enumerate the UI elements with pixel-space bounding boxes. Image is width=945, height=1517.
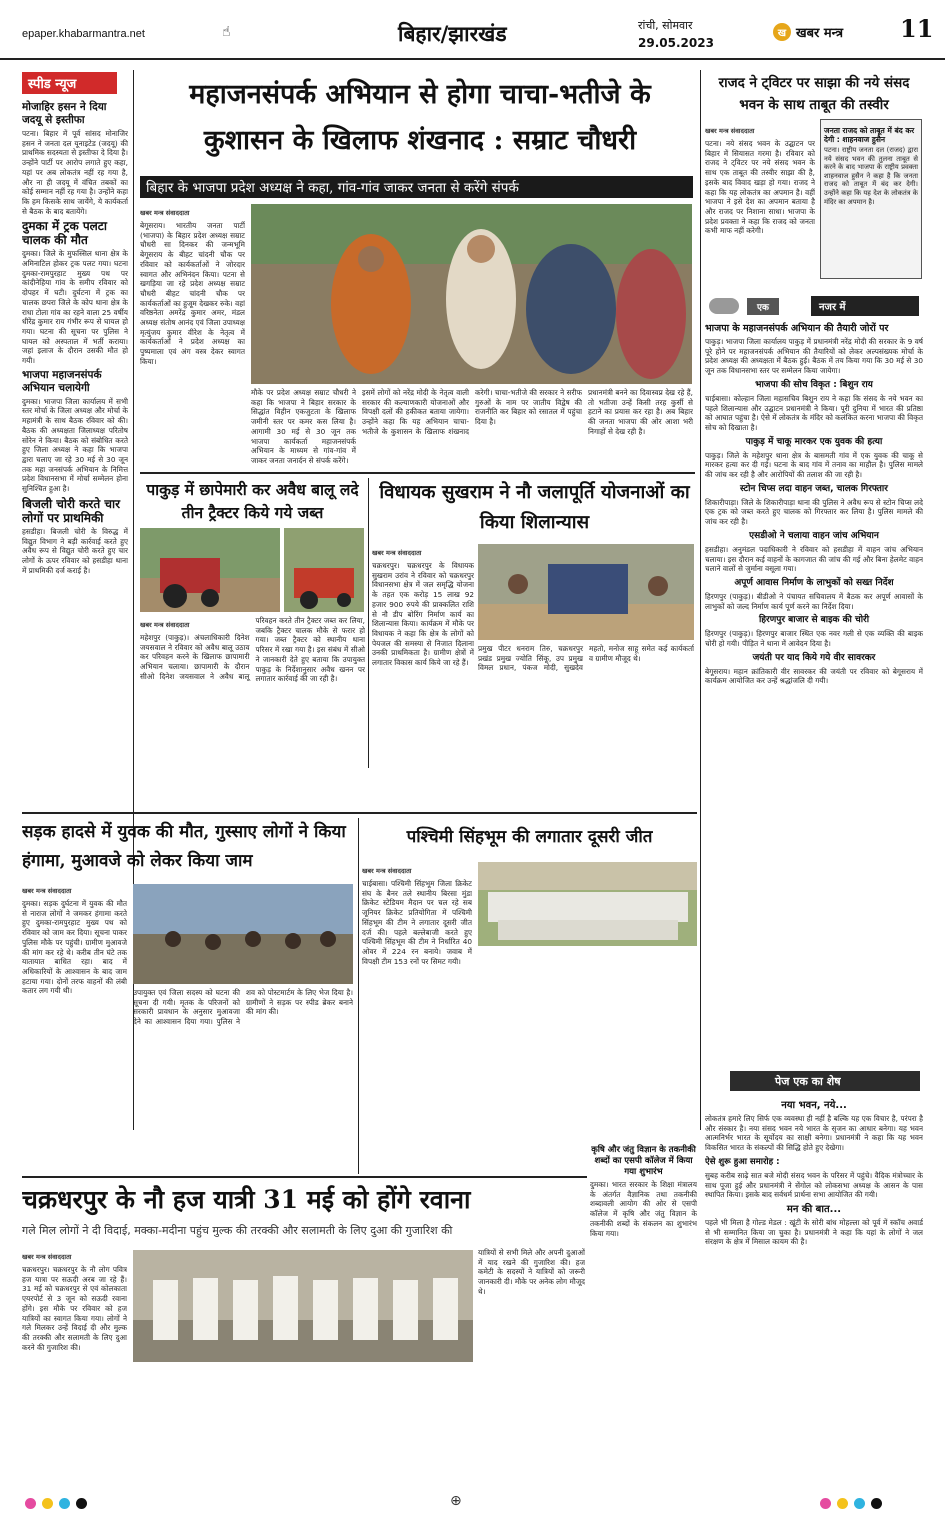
brief-text: चाईबासा। कोल्हान जिला महासचिव बिशुन राय ने कहा कि संसद के नये भवन का पहले शिलान्यास और उद्घाटन प्रधानमंत्री ने किया। पूरी दुनिया में भारत की प्रतिष्ठा को आघात पहुंचा है। ऐसे में लोकतंत्र के मंदिर को कलंकित करना भाजपा की विकृत सोच को दिखाता है। [705, 393, 923, 432]
page-number: 11 [900, 14, 934, 43]
lead-headline-line: महाजनसंपर्क अभियान से होगा चाचा-भतीजे के [189, 79, 651, 110]
article-text: महेशपुर (पाकुड़)। अंचलाधिकारी दिनेश जयसवाल ने रविवार को अवैध बालू उठाव कर परिवहन करने के खिलाफ छापामारी अभियान चलाया। छापामारी के दौरान सीओ दिनेश जयसवाल ने अवैध बालू परिवहन करते तीन ट्रैक्टर जब्त कर लिया, जबकि ट्रैक्टर चालक मौके से फरार हो गया। जब्त ट्रैक्टर को स्थानीय थाना परिसर में रखा गया है। इस संबंध में सीओ ने जानकारी देते हुए बताया कि उपायुक्त पाकुड़ के निर्देशानुसार अवैध खनन पर लगातार कार्रवाई की जा रही है। [140, 616, 365, 684]
speed-news-tag: स्पीड न्यूज [22, 72, 117, 94]
page-ek-shesh-tag: पेज एक का शेष [730, 1071, 920, 1091]
article-text: दुमका। सड़क दुर्घटना में युवक की मौत से नाराज लोगों ने जमकर हंगामा करते हुए दुमका-रामपुरहाट मुख्य पथ को रविवार को जाम कर दिया। सूचना पाकर पुलिस मौके पर पहुंची। ग्रामीण मुआवजे की मांग कर रहे थे। करीब तीन घंटे तक यातायात बाधित रहा। बाद में अधिकारियों के आश्वासन के बाद जाम हटाया गया। दोनों तरफ वाहनों की लंबी कतार लग गयी थी। [22, 899, 127, 996]
sukhram-photo [478, 544, 694, 640]
sub-headline: कृषि और जंतु विज्ञान के तकनीकी शब्दों का एसपी कॉलेज में किया गया शुभारंभ [591, 1145, 696, 1177]
byline: खबर मन्त्र संवाददाता [140, 621, 190, 629]
article-text: चाईबासा। पश्चिमी सिंहभूम जिला क्रिकेट संघ के बैनर तले स्थानीय बिरसा मुंडा क्रिकेट स्टेडियम मैदान पर चल रहे सब जूनियर क्रिकेट प्रतियोगिता में पश्चिमी सिंहभूम की टीम ने लगातार दूसरी जीत दर्ज की। पहले बल्लेबाजी करते हुए पश्चिमी सिंहभूम की टीम ने निर्धारित 40 ओवर में 224 रन बनाये। जवाब में विपक्षी टीम 153 रनों पर सिमट गयी। [362, 879, 472, 966]
speed-news-title: मोजाहिर हसन ने दिया जदयू से इस्तीफा [22, 101, 107, 126]
column-divider [368, 478, 369, 768]
brief-title: एसडीओ ने चलाया वाहन जांच अभियान [749, 530, 879, 541]
ek-tag: एक [747, 298, 779, 315]
speed-news-body: दुमका। जिले के मुफस्सिल थाना क्षेत्र के अमिनाटिल होकर ट्रक पलट गया। घटना दुमका-रामपुरहाट मुख्य पथ पर कांदीनेहिया गांव के समीप रविवार को दोपहर में घटी। दुर्घटना में ट्रक का चालक छपरा जिले के कोप थाना क्षेत्र के राधा टोला गांव का रहने वाला 25 वर्षीय धीरेंद्र कुमार राय गंभीर रूप से घायल हो गया। घटना की सूचना पर पुलिस ने घायल को अस्पताल में भर्ती कराया। जहां इलाज के दौरान उसकी मौत हो गयी। [22, 249, 128, 366]
brief-text: शिकारीपाड़ा। जिले के शिकारीपाड़ा थाना की पुलिस ने अवैध रूप से स्टोन चिप्स लदे एक ट्रक को जब्त करते हुए चालक को गिरफ्तार कर लिया है। पुलिस मामले की जांच कर रही है। [705, 497, 923, 527]
lead-col-1 [140, 204, 245, 464]
tabut-headline: राजद ने ट्विटर पर साझा की नये संसद भवन के साथ ताबूत की तस्वीर [718, 75, 910, 113]
ek-nazar-pill-icon [709, 298, 739, 314]
article-text: उपायुक्त एवं जिला सदस्य को घटना की सूचना दी गयी। मृतक के परिजनों को सरकारी प्रावधान के अनुसार मुआवजा देने का आश्वासन दिया गया। पुलिस ने शव को पोस्टमार्टम के लिए भेज दिया है। ग्रामीणों ने सड़क पर स्पीड ब्रेकर बनाने की मांग की। [133, 988, 353, 1027]
box-title: जनता राजद को ताबूत में बंद कर देगी : शाहनवाज हुसैन [824, 126, 915, 144]
article-text: चक्रधरपुर। चक्रधरपुर के नौ लोग पवित्र हज यात्रा पर सऊदी अरब जा रहे हैं। 31 मई को चक्रधरपुर से एवं कोलकाता एयरपोर्ट से 3 जून को सऊदी रवाना होंगे। इस मौके पर रविवार को हज यात्रियों का स्वागत किया गया। लोगों ने गले मिलकर उन्हें विदाई दी और मुल्क की तरक्की और सलामती के लिए दुआ करने की गुजारिश की। [22, 1265, 127, 1352]
article-text: इसमें लोगों को नरेंद्र मोदी के नेतृत्व वाली सरकार की कल्याणकारी योजनाओं और विपक्षी दलों की हकीकत बताया जायेगा। उन्होंने कहा कि यह अभियान चाचा-भतीजे के कुशासन के खिलाफ शंखनाद करेगी। चाचा-भतीजे की सरकार ने सरीफ गुरुओं के नाम पर जातीय विद्वेष की राजनीति कर बिहार को रसातल में पहुंचा दिया है। [362, 388, 582, 436]
sukhram-body [372, 544, 474, 769]
section-divider [22, 812, 697, 814]
ek-nazar-header [703, 296, 919, 316]
lead-photo [251, 204, 692, 384]
sadak-photo [133, 884, 353, 984]
article-text: प्रधानमंत्री बनने का दिवास्वप्न देख रहे हैं, तो भतीजा उन्हें किसी तरह कुर्सी से हटाने का प्रयास कर रहा है। अब बिहार की जनता भाजपा की ओर आशा भरी निगाहों से देख रही है। [588, 388, 693, 436]
registration-dot-icon [59, 1498, 70, 1509]
brief-text: बेगूसराय। महान क्रांतिकारी वीर सावरकर की जयंती पर रविवार को बेगूसराय में कार्यक्रम आयोजित कर उन्हें श्रद्धांजलि दी गयी। [705, 666, 923, 686]
brief-title: जयंती पर याद किये गये वीर सावरकर [752, 652, 876, 663]
edition-city: रांची, सोमवार [638, 19, 693, 32]
lead-col-4 [588, 388, 693, 468]
cricket-sub-story [590, 1142, 697, 1477]
article-text: पटना। नये संसद भवन के उद्घाटन पर बिहार में सियासत गरमा है। रविवार को राजद ने ट्विटर पर नये संसद भवन के साथ एक ताबूत की तस्वीर साझा की है, इसके बाद विवाद खड़ा हो गया। राजद ने कहा कि यह लोकतंत्र का अपमान है। वहीं भाजपा ने इसे देश का अपमान बताया है और राजद पर निशाना साधा। भाजपा के प्रदेश प्रवक्ता ने कहा कि राजद को जनता कभी माफ नहीं करेगी। [705, 139, 815, 236]
brief-title: पाकुड़ में चाकू मारकर एक युवक की हत्या [745, 436, 883, 447]
byline: खबर मन्त्र संवाददाता [372, 549, 422, 557]
registration-dot-icon [854, 1498, 865, 1509]
sukhram-headline: विधायक सुखराम ने नौ जलापूर्ति योजनाओं का किया शिलान्यास [379, 482, 690, 533]
lead-subhead: बिहार के भाजपा प्रदेश अध्यक्ष ने कहा, गांव-गांव जाकर जनता से करेंगे संपर्क [140, 176, 693, 198]
speed-news-body: दुमका। भाजपा जिला कार्यालय में सभी स्तर मोर्चा के जिला अध्यक्ष और मोर्चा के महामंत्री के साथ बैठक रविवार को की। बैठक की अध्यक्षता जिलाध्यक्ष परितोष सोरेन ने किया। बैठक को संबोधित करते हुए जिला अध्यक्ष ने कहा कि भाजपा द्वारा चलाए जा रहे 30 मई से 30 जून तक महा जनसंपर्क अभियान के निमित्त प्रदेश विधानसभा में मोर्चा सम्मेलन होना सुनिश्चित हुआ है। [22, 396, 128, 494]
registration-mark-icon: ⊕ [450, 1493, 462, 1509]
article-text: दुमका। भारत सरकार के शिक्षा मंत्रालय के अंतर्गत वैज्ञानिक तथा तकनीकी शब्दावली आयोग की ओर से एसपी कॉलेज में कृषि और जंतु विज्ञान के तकनीकी शब्दों के संकलन का शुभारंभ किया गया। [590, 1180, 697, 1238]
cricket-team-photo [478, 862, 697, 946]
edition-date: 29.05.2023 [638, 36, 714, 50]
logo-mark-icon: ख [773, 23, 791, 41]
article-text: चक्रधरपुर। चक्रधरपुर के विधायक सुखराम उरांव ने रविवार को चक्रधरपुर विधानसभा क्षेत्र में जल समृद्धि योजना के तहत एक करोड़ 15 लाख 92 हजार 900 रुपये की प्राक्कलित राशि से नौ डीप बोरिंग निर्माण कार्य का शिलान्यास किया। कार्यक्रम में मौके पर विधायक ने कहा कि क्षेत्र के लोगों को पेयजल की समस्या से निजात दिलाना उनकी प्राथमिकता है। ग्रामीण क्षेत्रों में लगातार विकास कार्य किये जा रहे हैं। [372, 561, 474, 668]
brief-text: हिरणपुर (पाकुड़)। बीडीओ ने पंचायत सचिवालय में बैठक कर अपूर्ण आवासों के लाभुकों को जल्द निर्माण कार्य पूर्ण करने का निर्देश दिया। [705, 591, 923, 611]
article-text: बेगूसराय। भारतीय जनता पार्टी (भाजपा) के बिहार प्रदेश अध्यक्ष सम्राट चौधरी सा दिनकर की जन्मभूमि बेगूसराय के बीहट चांदनी चौक पर रविवार को कार्यकर्ताओं ने जोरदार स्वागत और अभिनंदन किया। पटना से खगड़िया जा रहे प्रदेश अध्यक्ष सम्राट चौधरी बीहट चांदनी चौक पर कार्यकर्ताओं का हुजूम देखकर रुके। वहां वरिष्ठनेता अमरेंद्र कुमार अमर, मंडल अध्यक्ष संतोष आनंद एवं जिला उपाध्यक्ष मृत्युंजय कुमार वीरेश के नेतृत्व में कार्यकर्ताओं ने प्रदेश अध्यक्ष का पुष्पमाला एवं अंग वस्त्र देकर स्वागत किया। [140, 221, 245, 366]
masthead [0, 0, 945, 60]
lead-col-3 [362, 388, 582, 468]
registration-dot-icon [871, 1498, 882, 1509]
registration-dot-icon [25, 1498, 36, 1509]
shesh-title: मन की बात... [786, 1203, 842, 1215]
speed-news-title: भाजपा महाजनसंपर्क अभियान चलायेगी [22, 368, 102, 394]
speed-news-title: दुमका में ट्रक पलटा चालक की मौत [22, 219, 107, 248]
byline: खबर मन्त्र संवाददाता [362, 867, 412, 875]
byline: खबर मन्त्र संवाददाता [22, 1253, 72, 1261]
shesh-text: लोकतंत्र हमारे लिए सिर्फ एक व्यवस्था ही नहीं है बल्कि यह एक विचार है, परंपरा है और संस्कार है। नया संसद भवन नये भारत के सृजन का आधार बनेगा। यह भवन आत्मनिर्भर भारत के सूर्योदय का साक्षी बनेगा। प्रधानमंत्री ने कहा कि यह भवन विकसित भारत के संकल्पों की सिद्धि होते हुए देखेगा। [705, 1114, 923, 1153]
page-ek-shesh-column [705, 1096, 923, 1481]
tabut-sidebar-box [820, 119, 922, 279]
article-text: यात्रियों से सभी मिले और अपनी दुआओं में याद रखने की गुजारिश की। हज कमेटी के सदस्यों ने यात्रियों को जरूरी जानकारी दी। मौके पर अनेक लोग मौजूद थे। [478, 1248, 585, 1296]
cricket-headline: पश्चिमी सिंहभूम की लगातार दूसरी जीत [406, 827, 653, 847]
cursor-icon: ☝ [222, 24, 231, 40]
haj-headline: चक्रधरपुर के नौ हज यात्री 31 मई को होंगे रवाना [22, 1185, 471, 1214]
lead-col-2 [251, 388, 356, 468]
shesh-text: पहले भी मिला है गोल्ड मेडल : खूंटी के सोरी बांध मोहल्ला को पूर्व में स्कॉच अवार्ड से भी सम्मानित किया जा चुका है। प्रधानमंत्री ने कहा कि यहां के लोगों ने जल संरक्षण के क्षेत्र में मिसाल कायम की है। [705, 1217, 923, 1247]
chhapemari-photo [140, 528, 280, 612]
column-divider [358, 818, 359, 1174]
chhapemari-body [140, 616, 365, 768]
haj-group-photo [133, 1250, 473, 1362]
ek-nazar-column [705, 320, 923, 1065]
article-text: मौके पर प्रदेश अध्यक्ष सम्राट चौधरी ने कहा कि भाजपा ने बिहार सरकार के सिद्धांत विहीन एकजुटता के खिलाफ जमीनी स्तर पर कमर कस लिया है। आगामी 30 मई से 30 जून तक भाजपा कार्यकर्ता महाजनसंपर्क अभियान के माध्यम से गांव-गांव में जाकर जनता जनार्दन से संपर्क करेंगे। [251, 388, 356, 465]
shesh-title: नया भवन, नये... [781, 1100, 847, 1111]
registration-dot-icon [820, 1498, 831, 1509]
chhapemari-headline: पाकुड़ में छापेमारी कर अवैध बालू लदे तीन ट्रैक्टर किये गये जब्त [146, 480, 359, 522]
byline: खबर मन्त्र संवाददाता [140, 209, 190, 217]
column-divider [700, 70, 701, 1130]
box-text: पटना। राष्ट्रीय जनता दल (राजद) द्वारा नये संसद भवन की तुलना ताबूत से करने के बाद भाजपा के राष्ट्रीय प्रवक्ता शाहनवाज हुसैन ने कहा है कि जनता राजद को ताबूत में बंद कर देगी। उन्होंने कहा कि यह देश के लोकतंत्र के मंदिर का अपमान है। [824, 146, 918, 206]
nazar-tag: नजर में [811, 296, 919, 316]
speed-news-body: पटना। बिहार में पूर्व सांसद मोनाजिर हसन ने जनता दल यूनाइटेड (जदयू) की प्राथमिक सदस्यता से इस्तीफा दे दिया है। उन्होंने पार्टी पर आरोप लगाते हुए कहा, यहां पर अब लोकतंत्र नहीं रह गया है, और ना ही जदयू में वंचित तबकों का कोई सम्मान नहीं रह गया है। उन्होंने कहा कि हम किसके साथ जायेंगे, ये कार्यकर्ता से बैठक के बाद बतायेंगे। [22, 129, 128, 216]
brief-text: हिरणपुर (पाकुड़)। हिरणपुर बाजार स्थित एक नवर गली से एक व्यक्ति की बाइक चोरी हो गयी। पीड़ित ने थाना में आवेदन दिया है। [705, 629, 923, 649]
brief-text: हसडीहा। अनुमंडल पदाधिकारी ने रविवार को हसडीहा में वाहन जांच अभियान चलाया। इस दौरान कई वाहनों के कागजात की जांच की गई और बिना हेलमेट वाहन चलाने वालों से जुर्माना वसूला गया। [705, 544, 923, 574]
brief-title: हिरणपुर बाजार से बाइक की चोरी [758, 615, 870, 626]
brief-title: स्टोन चिप्स लदा वाहन जब्त, चालक गिरफ्तार [740, 483, 888, 494]
print-registration-strip [0, 1490, 945, 1517]
logo-name: खबर मन्त्र [796, 26, 844, 41]
registration-dot-icon [42, 1498, 53, 1509]
byline: खबर मन्त्र संवाददाता [22, 887, 72, 895]
speed-news-body: हसडीहा। बिजली चोरी के विरुद्ध में विद्युत विभाग ने बड़ी कार्रवाई करते हुए अवैध रूप से विद्युत चोरी करते हुए चार लोगों के ऊपर रविवार को हसडीहा थाना में प्राथमिकी दर्ज कराई है। [22, 526, 128, 575]
section-divider [22, 1176, 587, 1178]
brief-text: पाकुड़। भाजपा जिला कार्यालय पाकुड़ में प्रधानमंत्री नरेंद्र मोदी की सरकार के 9 वर्ष पूरे होने पर महाजनसंपर्क अभियान की तैयारियों को लेकर अल्पसंख्यक मोर्चा के प्रदेश अध्यक्ष की अध्यक्षता में बैठक हुई। बैठक में तय किया गया कि 30 मई से 30 जून तक विधानसभा स्तर पर सम्मेलन किया जायेगा। [705, 337, 923, 376]
registration-dot-icon [837, 1498, 848, 1509]
speed-news-title: बिजली चोरी करते चार लोगों पर प्राथमिकी [22, 496, 120, 525]
epaper-url[interactable]: epaper.khabarmantra.net [22, 28, 145, 40]
haj-body-2 [478, 1248, 585, 1486]
cricket-body [362, 862, 472, 1172]
chhapemari-photo-2 [284, 528, 364, 612]
haj-body [22, 1248, 127, 1486]
sadak-body [22, 882, 127, 1172]
brief-title: भाजपा की सोच विकृत : बिशुन राय [755, 379, 873, 390]
section-divider [140, 472, 695, 474]
brief-title: भाजपा के महाजनसंपर्क अभियान की तैयारी जोरों पर [705, 323, 889, 334]
sadak-headline: सड़क हादसे में युवक की मौत, गुस्साए लोगों ने किया हंगामा, मुआवजे को लेकर किया जाम [22, 822, 346, 871]
section-title: बिहार/झारखंड [398, 21, 507, 46]
tabut-body [705, 122, 815, 290]
byline: खबर मन्त्र संवाददाता [705, 127, 755, 135]
shesh-text: सुबह करीब साढ़े सात बजे मोदी संसद भवन के परिसर में पहुंचे। वैदिक मंत्रोच्चार के साथ पूजा हुई और प्रधानमंत्री ने सेंगोल को लोकसभा अध्यक्ष के आसन के पास स्थापित किया। इसके बाद सर्वधर्म प्रार्थना सभा आयोजित की गयी। [705, 1170, 923, 1200]
sadak-body-2 [133, 988, 353, 1173]
article-text: प्रमुख पीटर धनराम तिरु, चक्रधरपुर प्रखंड प्रमुख ज्योति सिंकू, उप प्रमुख विमल प्रधान, पंकज मोदी, सुखदेव महतो, मनोज साहू समेत कई कार्यकर्ता व ग्रामीण मौजूद थे। [478, 644, 694, 673]
brand-logo [773, 18, 873, 46]
registration-dot-icon [76, 1498, 87, 1509]
lead-headline-line: कुशासन के खिलाफ शंखनाद : सम्राट चौधरी [203, 125, 637, 156]
brief-text: पाकुड़। जिले के महेशपुर थाना क्षेत्र के बासमती गांव में एक युवक की चाकू से मारकर हत्या कर दी गई। घटना के बाद गांव में तनाव का माहौल है। पुलिस मामले की जांच कर रही है और आरोपियों की तलाश की जा रही है। [705, 450, 923, 480]
sukhram-body-2 [478, 644, 694, 769]
shesh-title: ऐसे शुरू हुआ समारोह : [705, 1156, 780, 1167]
brief-title: अपूर्ण आवास निर्माण के लाभुकों को सख्त निर्देश [734, 577, 894, 588]
lead-headline [140, 72, 700, 172]
haj-subhead: गले मिल लोगों ने दी विदाई, मक्का-मदीना पहुंच मुल्क की तरक्की और सलामती के लिए दुआ की गुजारिश की [22, 1224, 453, 1237]
